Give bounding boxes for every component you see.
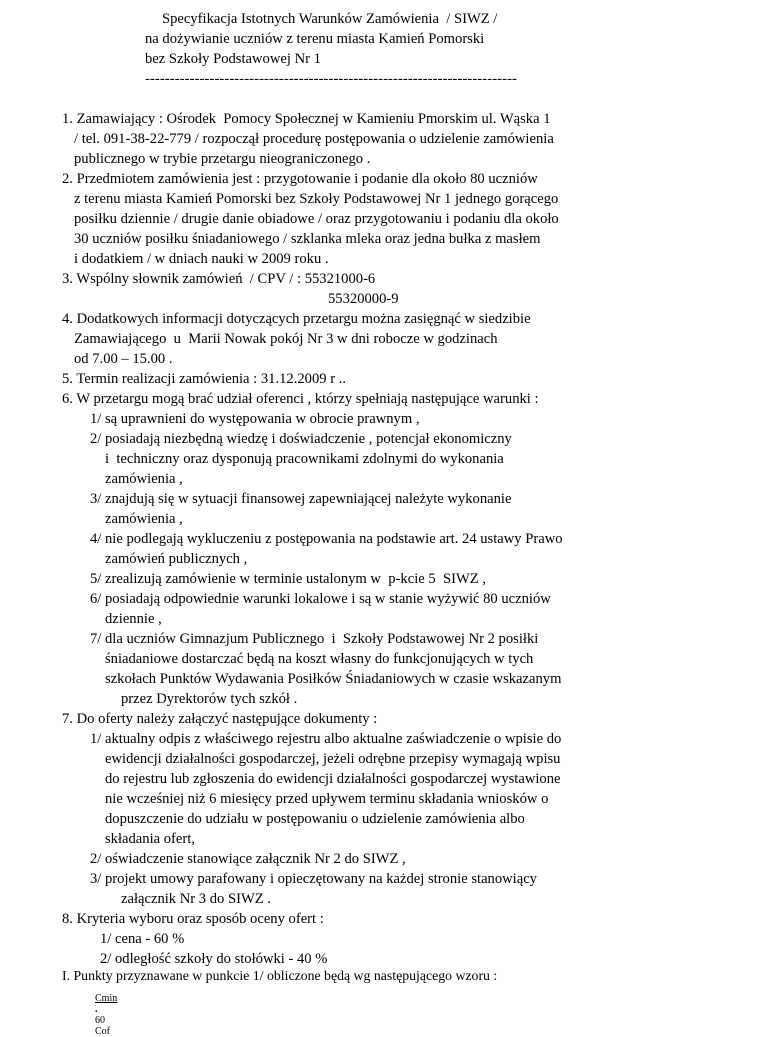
- section-7-item-cont: składania ofert,: [105, 831, 195, 847]
- section-7-item-cont: ewidencji działalności gospodarczej, jeżeli odrębne przepisy wymagają wpisu: [105, 751, 561, 767]
- section-7-item-cont: załącznik Nr 3 do SIWZ .: [121, 891, 271, 907]
- document-subtitle-line-1: na dożywianie uczniów z terenu miasta Kamień Pomorski: [145, 31, 485, 47]
- formula-numerator: Cmin: [95, 993, 118, 1004]
- section-6-item: 1/ są uprawnieni do występowania w obrocie prawnym ,: [90, 411, 420, 427]
- formula-denominator: Cof: [95, 1026, 110, 1037]
- section-1-line: publicznego w trybie przetargu nieograniczonego .: [74, 151, 371, 167]
- section-6-item-cont: i techniczny oraz dysponują pracownikami zdolnymi do wykonania: [105, 451, 504, 467]
- section-6-item-cont: zamówienia ,: [105, 471, 183, 487]
- section-7-item-cont: do rejestru lub zgłoszenia do ewidencji działalności gospodarczej wystawione: [105, 771, 561, 787]
- section-6-item: 6/ posiadają odpowiednie warunki lokalowe i są w stanie wyżywić 80 uczniów: [90, 591, 551, 607]
- section-2-line: 30 uczniów posiłku śniadaniowego / szklanka mleka oraz jedna bułka z masłem: [74, 231, 541, 247]
- section-2-line: i dodatkiem / w dniach nauki w 2009 roku .: [74, 251, 329, 267]
- section-7-item: 2/ oświadczenie stanowiące załącznik Nr 2 do SIWZ ,: [90, 851, 406, 867]
- section-6-item: 2/ posiadają niezbędną wiedzę i doświadczenie , potencjał ekonomiczny: [90, 431, 512, 447]
- section-6-item-cont: śniadaniowe dostarczać będą na koszt własny do funkcjonujących w tych: [105, 651, 534, 667]
- section-6-item: 7/ dla uczniów Gimnazjum Publicznego i Szkoły Podstawowej Nr 2 posiłki: [90, 631, 539, 647]
- section-2-line: posiłku dziennie / drugie danie obiadowe / oraz przygotowaniu i podaniu dla około: [74, 211, 559, 227]
- section-6-item-cont: zamówienia ,: [105, 511, 183, 527]
- section-7-item-cont: nie wcześniej niż 6 miesięcy przed upływem terminu składania wniosków o: [105, 791, 549, 807]
- document-subtitle-line-2: bez Szkoły Podstawowej Nr 1: [145, 51, 321, 67]
- section-7-item: 1/ aktualny odpis z właściwego rejestru albo aktualne zaświadczenie o wpisie do: [90, 731, 562, 747]
- document-title: Specyfikacja Istotnych Warunków Zamówienia / SIWZ /: [162, 11, 498, 27]
- section-7-line: 7. Do oferty należy załączyć następujące dokumenty :: [62, 711, 378, 727]
- section-4-line: 4. Dodatkowych informacji dotyczących przetargu można zasięgnąć w siedzibie: [62, 311, 531, 327]
- section-1-line: / tel. 091-38-22-779 / rozpoczął procedurę postępowania o udzielenie zamówienia: [74, 131, 554, 147]
- section-6-item: 4/ nie podlegają wykluczeniu z postępowania na podstawie art. 24 ustawy Prawo: [90, 531, 563, 547]
- section-6-item: 3/ znajdują się w sytuacji finansowej zapewniającej należyte wykonanie: [90, 491, 512, 507]
- formula: [90, 982, 117, 1037]
- section-6-item-cont: dziennie ,: [105, 611, 162, 627]
- section-5-line: 5. Termin realizacji zamówienia : 31.12.2009 r ..: [62, 371, 347, 387]
- section-7-item-cont: dopuszczenie do udziału w postępowaniu o udzielenie zamówienia albo: [105, 811, 525, 827]
- section-4-line: Zamawiającego u Marii Nowak pokój Nr 3 w dni robocze w godzinach: [74, 331, 498, 347]
- section-6-item-cont: szkołach Punktów Wydawania Posiłków Śniadaniowych w czasie wskazanym: [105, 671, 562, 687]
- formula-operator: .: [95, 1004, 98, 1015]
- section-4-line: od 7.00 – 15.00 .: [74, 351, 173, 367]
- section-7-item: 3/ projekt umowy parafowany i opieczętowany na każdej stronie stanowiący: [90, 871, 537, 887]
- section-6-item-cont: przez Dyrektorów tych szkół .: [121, 691, 298, 707]
- section-6-item-cont: zamówień publicznych ,: [105, 551, 248, 567]
- section-2-line: z terenu miasta Kamień Pomorski bez Szkoły Podstawowej Nr 1 jednego gorącego: [74, 191, 559, 207]
- section-6-item: 5/ zrealizują zamówienie w terminie ustalonym w p-kcie 5 SIWZ ,: [90, 571, 486, 587]
- section-2-line: 2. Przedmiotem zamówienia jest : przygotowanie i podanie dla około 80 uczniów: [62, 171, 538, 187]
- formula-factor: 60: [95, 1015, 105, 1026]
- section-6-line: 6. W przetargu mogą brać udział oferenci , którzy spełniają następujące warunki :: [62, 391, 539, 407]
- section-8-item: 1/ cena - 60 %: [100, 931, 185, 947]
- scoring-intro-line: I. Punkty przyznawane w punkcie 1/ obliczone będą wg następującego wzoru :: [62, 968, 498, 983]
- section-8-item: 2/ odległość szkoły do stołówki - 40 %: [100, 951, 328, 967]
- section-3-cpv-code: 55320000-9: [328, 291, 399, 307]
- header-separator: ---------------------------------------------------------------------------: [145, 71, 517, 87]
- section-3-line: 3. Wspólny słownik zamówień / CPV / : 55321000-6: [62, 271, 376, 287]
- section-8-line: 8. Kryteria wyboru oraz sposób oceny ofert :: [62, 911, 324, 927]
- section-1-line: 1. Zamawiający : Ośrodek Pomocy Społecznej w Kamieniu Pmorskim ul. Wąska 1: [62, 111, 551, 127]
